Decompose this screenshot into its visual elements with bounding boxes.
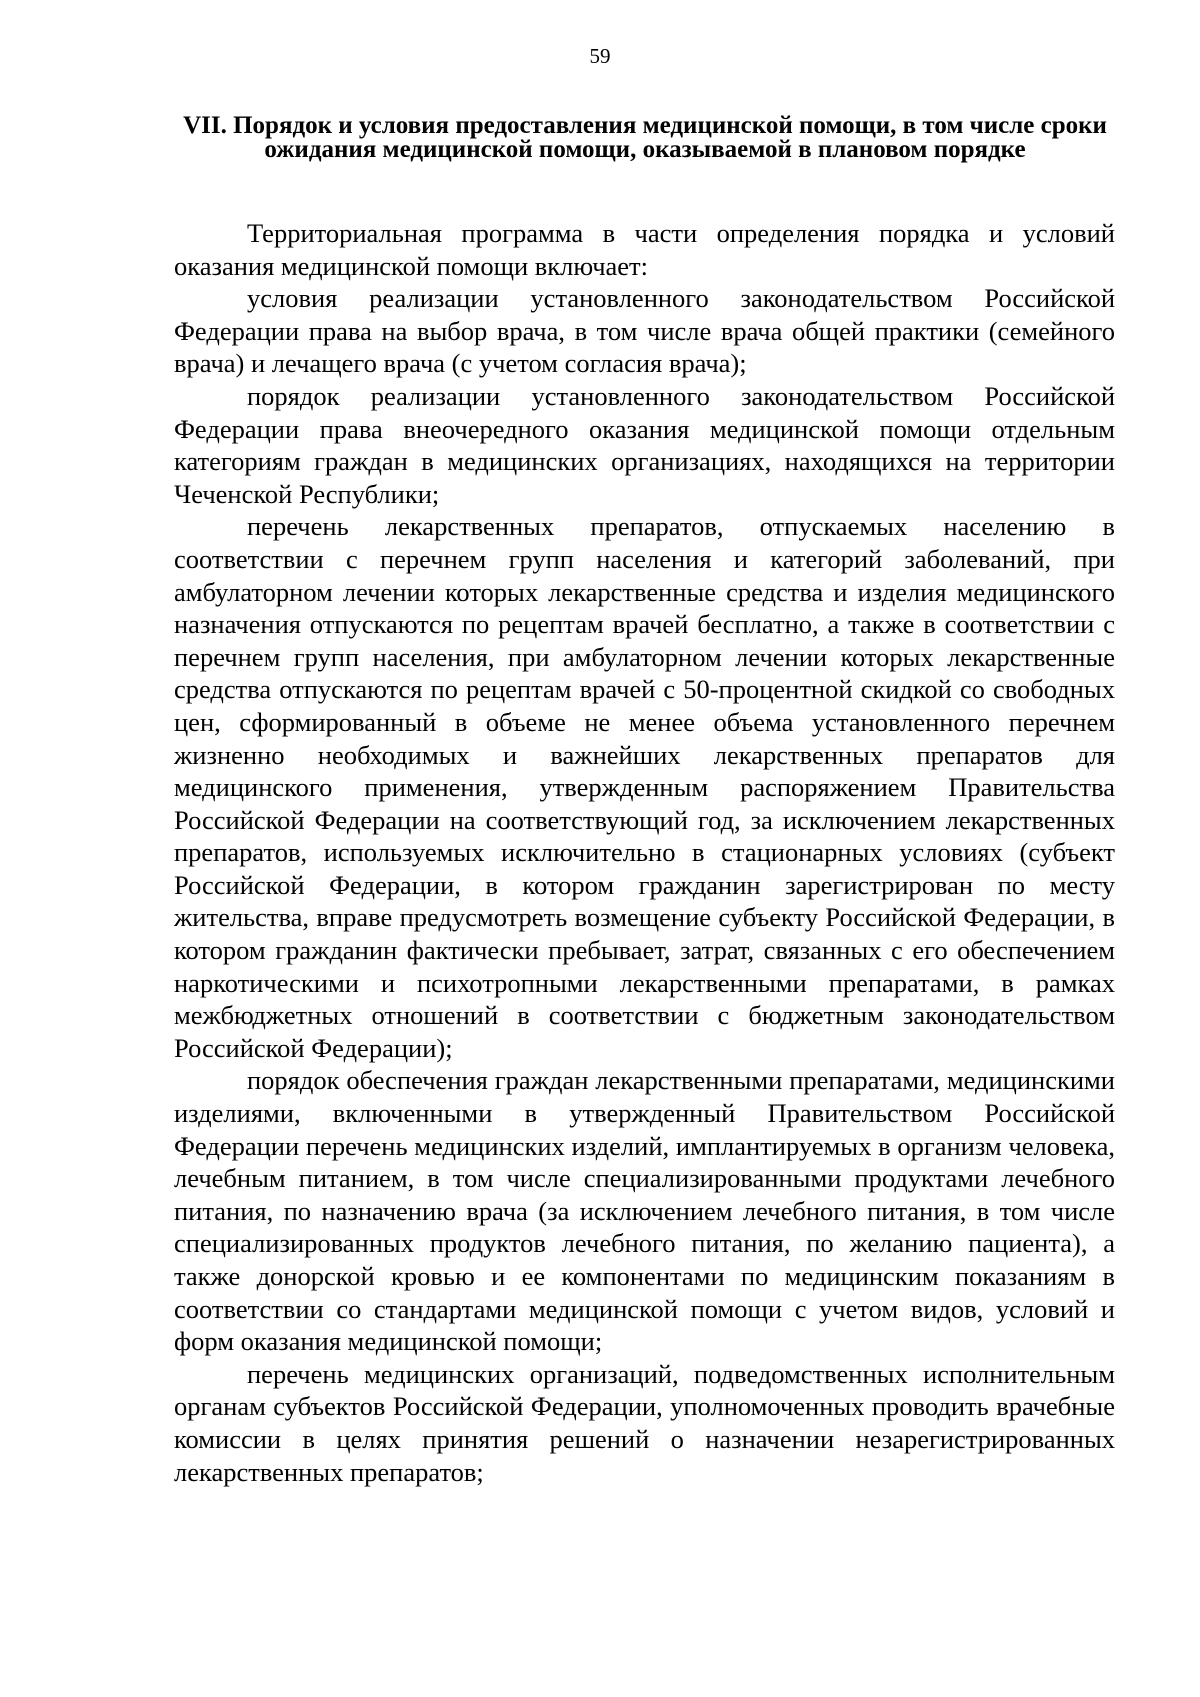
page-number: 59 xyxy=(589,44,611,68)
paragraph-intro: Территориальная программа в части определения порядка и условий оказания медицинской помощи включает: xyxy=(174,218,1115,281)
paragraph-drug-list: перечень лекарственных препаратов, отпускаемых населению в соответствии с перечнем групп населения и категорий заболеваний, при амбулаторном лечении которых лекарственные средства и изделия медицинского назначения отпускаются по рецептам врачей бесплатно, а также в соответствии с перечнем групп населения, при амбулаторном лечении которых лекарственные средства отпускаются по рецептам врачей с 50-процентной скидкой со свободных цен, сформированный в объеме не менее объема установленного перечнем жизненно необходимых и важнейших лекарственных препаратов для медицинского применения, утвержденным распоряжением Правительства Российской Федерации на соответствующий год, за исключением лекарственных препаратов, используемых исключительно в стационарных условиях (субъект Российской Федерации, в котором гражданин зарегистрирован по месту жительства, вправе предусмотреть возмещение субъекту Российской Федерации, в котором гражданин фактически пребывает, затрат, связанных с его обеспечением наркотическими и психотропными лекарственными препаратами, в рамках межбюджетных отношений в соответствии с бюджетным законодательством Российской Федерации); xyxy=(174,511,1115,1063)
paragraph-medical-organizations-list: перечень медицинских организаций, подведомственных исполнительным органам субъектов Российской Федерации, уполномоченных проводить врачебные комиссии в целях принятия решений о назначении незарегистрированных лекарственных препаратов; xyxy=(174,1358,1115,1487)
paragraph-choice-of-doctor: условия реализации установленного законодательством Российской Федерации права на выбор врача, в том числе врача общей практики (семейного врача) и лечащего врача (с учетом согласия врача); xyxy=(174,283,1115,379)
paragraph-priority-care: порядок реализации установленного законодательством Российской Федерации права внеочередного оказания медицинской помощи отдельным категориям граждан в медицинских организациях, находящихся на территории Чеченской Республики; xyxy=(174,380,1115,509)
section-heading: VII. Порядок и условия предоставления медицинской помощи, в том числе сроки ожидания медицинской помощи, оказываемой в плановом порядке xyxy=(183,112,1107,163)
paragraph-drug-provision-order: порядок обеспечения граждан лекарственными препаратами, медицинскими изделиями, включенными в утвержденный Правительством Российской Федерации перечень медицинских изделий, имплантируемых в организм человека, лечебным питанием, в том числе специализированными продуктами лечебного питания, по назначению врача (за исключением лечебного питания, в том числе специализированных продуктов лечебного питания, по желанию пациента), а также донорской кровью и ее компонентами по медицинским показаниям в соответствии со стандартами медицинской помощи с учетом видов, условий и форм оказания медицинской помощи; xyxy=(174,1065,1115,1357)
document-body xyxy=(174,217,1115,1488)
